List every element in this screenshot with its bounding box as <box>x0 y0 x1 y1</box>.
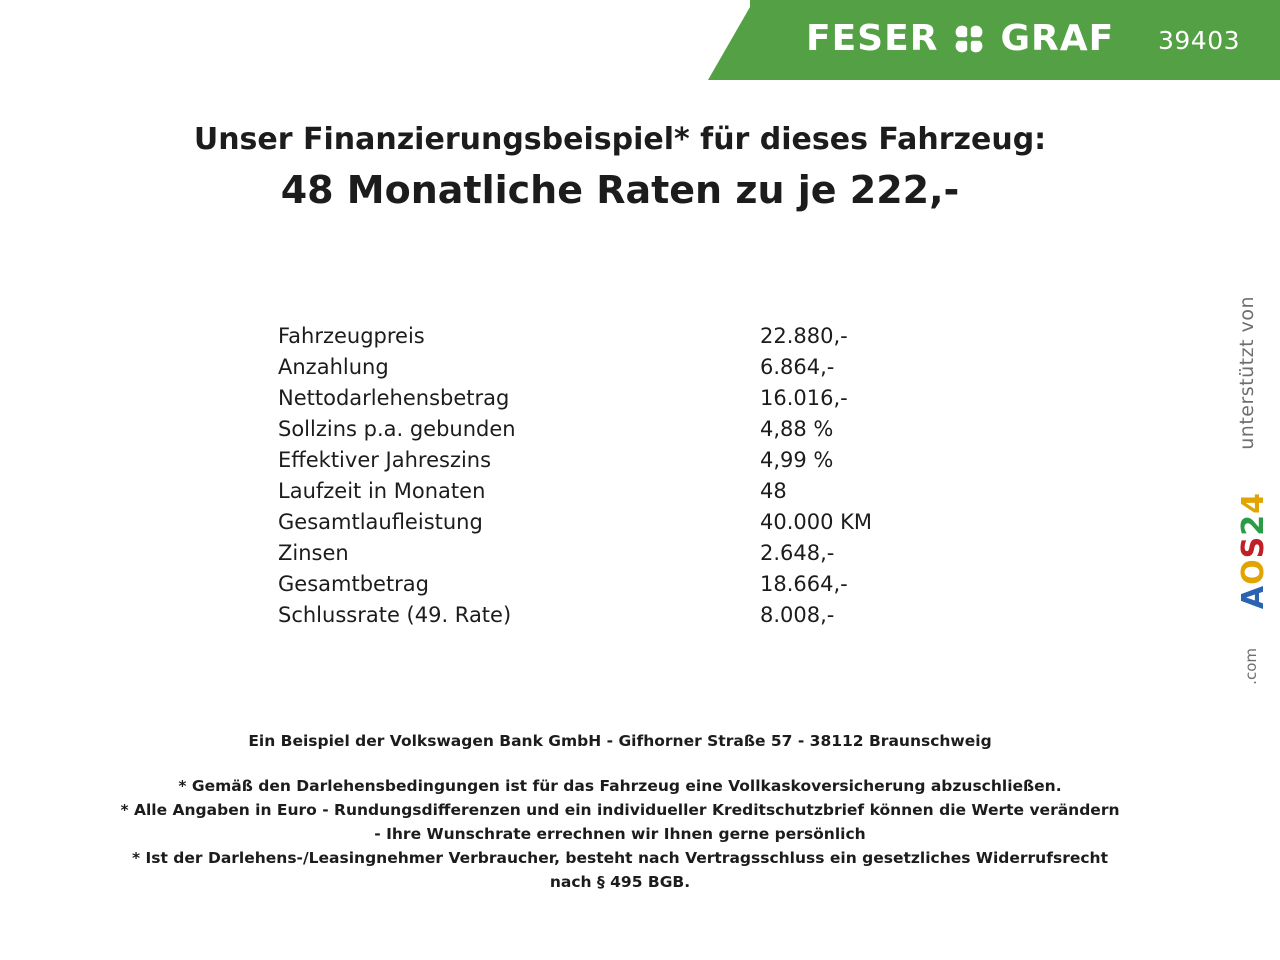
header-wedge-decoration <box>708 0 754 80</box>
title-block <box>0 118 1240 216</box>
page-title: Unser Finanzierungsbeispiel* für dieses Fahrzeug: <box>193 122 1047 157</box>
page-header <box>0 0 1280 80</box>
aos24-logo-char: A <box>1236 584 1271 610</box>
table-row <box>278 322 978 353</box>
table-row <box>278 415 978 446</box>
row-value: 48 <box>760 479 787 503</box>
row-value: 18.664,- <box>760 572 848 596</box>
table-row <box>278 601 978 632</box>
row-label: Sollzins p.a. gebunden <box>278 417 516 441</box>
row-value: 6.864,- <box>760 355 835 379</box>
row-label: Laufzeit in Monaten <box>278 479 486 503</box>
aos24-logo-char: S <box>1236 535 1271 559</box>
table-row <box>278 353 978 384</box>
aos24-logo <box>1238 492 1270 609</box>
table-row <box>278 446 978 477</box>
footnote-line: * Alle Angaben in Euro - Rundungsdifferenzen und ein individueller Kreditschutzbrief können die Werte verändern <box>120 801 1120 819</box>
vehicle-reference-number: 39403 <box>1158 26 1241 55</box>
row-value: 8.008,- <box>760 603 835 627</box>
brand-name-right: GRAF <box>1000 18 1115 59</box>
table-row <box>278 384 978 415</box>
row-value: 22.880,- <box>760 324 848 348</box>
table-row <box>278 539 978 570</box>
row-value: 40.000 KM <box>760 510 873 534</box>
footnote-line: nach § 495 BGB. <box>549 873 691 891</box>
row-label: Gesamtlaufleistung <box>278 510 483 534</box>
row-label: Gesamtbetrag <box>278 572 430 596</box>
aos24-logo-char: O <box>1236 558 1271 585</box>
row-value: 4,99 % <box>760 448 834 472</box>
page-footer <box>0 730 1240 894</box>
row-label: Anzahlung <box>278 355 389 379</box>
row-value: 2.648,- <box>760 541 835 565</box>
table-row <box>278 508 978 539</box>
finance-details-table <box>278 322 978 632</box>
row-label: Nettodarlehensbetrag <box>278 386 510 410</box>
table-row <box>278 477 978 508</box>
bank-disclaimer: Ein Beispiel der Volkswagen Bank GmbH - Gifhorner Straße 57 - 38112 Braunschweig <box>248 732 992 750</box>
footnotes <box>0 774 1240 894</box>
row-value: 16.016,- <box>760 386 848 410</box>
aos24-logo-char: 4 <box>1236 492 1271 514</box>
row-value: 4,88 % <box>760 417 834 441</box>
row-label: Zinsen <box>278 541 349 565</box>
clover-icon <box>952 22 986 56</box>
page-subtitle: 48 Monatliche Raten zu je 222,- <box>280 168 960 212</box>
row-label: Fahrzeugpreis <box>278 324 425 348</box>
aos24-logo-char: 2 <box>1236 513 1271 536</box>
footnote-line: * Gemäß den Darlehensbedingungen ist für das Fahrzeug eine Vollkaskoversicherung abzuschließen. <box>178 777 1062 795</box>
supported-by-label: unterstützt von <box>1236 296 1258 450</box>
footnote-line: - Ihre Wunschrate errechnen wir Ihnen gerne persönlich <box>374 825 866 843</box>
brand-name-left: FESER <box>806 18 939 59</box>
supported-by-block <box>1236 296 1276 696</box>
row-label: Schlussrate (49. Rate) <box>278 603 512 627</box>
table-row <box>278 570 978 601</box>
row-label: Effektiver Jahreszins <box>278 448 492 472</box>
footnote-line: * Ist der Darlehens-/Leasingnehmer Verbraucher, besteht nach Vertragsschluss ein gesetzliches Widerrufsrecht <box>132 849 1108 867</box>
brand-logo <box>806 18 1114 59</box>
aos24-domain-suffix: .com <box>1242 648 1260 685</box>
